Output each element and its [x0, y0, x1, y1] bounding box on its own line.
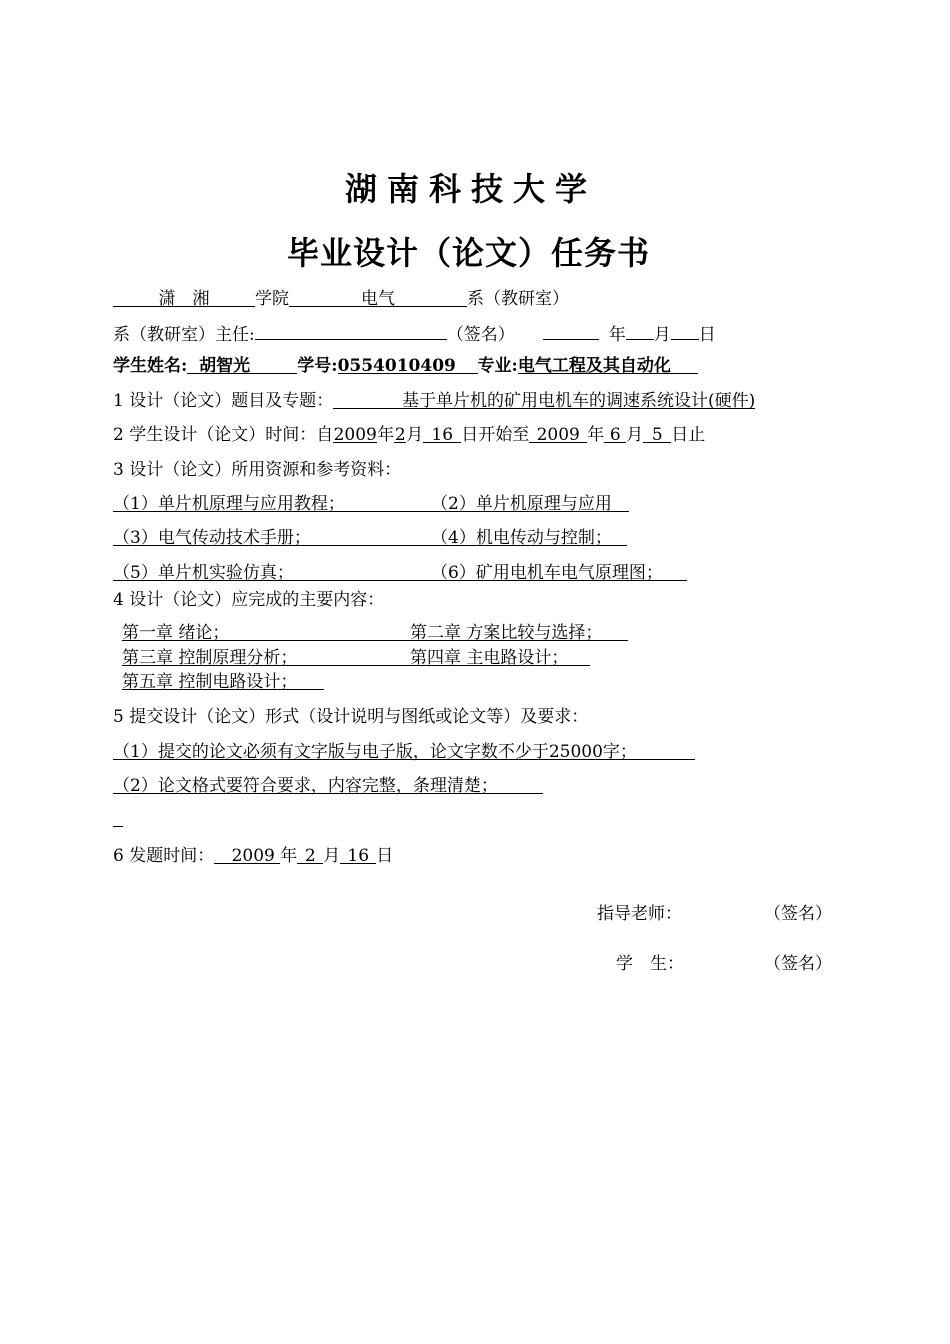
chapter-row-1	[122, 622, 628, 644]
chapter-5-text: 第五章 控制电路设计；	[122, 672, 298, 692]
ref-2-text: （2）单片机原理与应用	[431, 494, 612, 514]
ref-6-text: （6）矿用电机车电气原理图；	[431, 563, 663, 583]
end-day	[643, 424, 671, 443]
end-month-unit: 月	[626, 425, 644, 445]
chapter-4	[410, 647, 590, 666]
end-year	[529, 424, 587, 443]
issue-day-unit: 日	[376, 846, 394, 866]
start-month-unit: 月	[406, 425, 424, 445]
ref-4	[431, 527, 627, 546]
item5-label: 5 提交设计（论文）形式（设计说明与图纸或论文等）及要求：	[113, 707, 589, 727]
chapter-row-3	[122, 671, 324, 693]
issue-month-value: 2	[304, 846, 316, 866]
chapter-4-text: 第四章 主电路设计；	[410, 648, 569, 668]
advisor-sign-hint: （签名）	[764, 904, 832, 924]
issue-day	[340, 845, 376, 864]
student-name-field	[187, 355, 297, 374]
major-value: 电气工程及其自动化	[517, 356, 671, 376]
item1-line	[113, 390, 755, 412]
start-month-value: 2	[394, 425, 406, 445]
ref-row-1	[113, 493, 629, 515]
student-name-value: 胡智光	[199, 356, 251, 376]
dept-line	[113, 288, 569, 310]
issue-year	[214, 845, 280, 864]
ref-1-text: （1）单片机原理与应用教程；	[113, 494, 345, 514]
start-year	[333, 424, 377, 443]
req-1-text: （1）提交的论文必须有文字版与电子版，论文字数不少于25000字；	[113, 742, 637, 762]
start-day-value: 16	[431, 425, 454, 445]
ref-3-text: （3）电气传动技术手册；	[113, 528, 311, 548]
chapter-2	[410, 622, 628, 641]
req-2	[113, 775, 543, 794]
director-year-field[interactable]	[543, 321, 599, 340]
student-name-label: 学生姓名:	[113, 356, 188, 376]
director-year-label: 年	[608, 325, 626, 345]
item2-line	[113, 424, 705, 446]
major-field	[518, 355, 698, 374]
chapter-5	[122, 671, 324, 690]
director-month-label: 月	[653, 325, 671, 345]
empty-underline	[113, 826, 123, 827]
issue-month	[297, 845, 323, 864]
department-suffix: 系（教研室）	[467, 289, 569, 309]
start-day-unit: 日开始至	[461, 425, 530, 445]
director-month-field[interactable]	[626, 321, 654, 340]
ref-2	[431, 493, 629, 512]
student-id-label: 学号:	[297, 356, 338, 376]
department-value: 电气	[361, 289, 395, 309]
end-day-unit: 日止	[671, 425, 706, 445]
ref-5	[113, 562, 431, 581]
item4-label: 4 设计（论文）应完成的主要内容：	[113, 590, 385, 610]
director-line	[113, 321, 716, 346]
item1-label: 1 设计（论文）题目及专题：	[113, 391, 334, 411]
director-sign-hint: （签名）	[446, 325, 515, 345]
ref-5-text: （5）单片机实验仿真；	[113, 563, 294, 583]
chapter-row-2	[122, 647, 590, 669]
topic-value: 基于单片机的矿用电机车的调速系统设计(硬件)	[401, 391, 756, 411]
major-label: 专业:	[477, 356, 518, 376]
issue-month-unit: 月	[323, 846, 341, 866]
ref-row-2	[113, 527, 627, 549]
advisor-label: 指导老师：	[597, 904, 682, 924]
chapter-1-text: 第一章 绪论；	[122, 623, 230, 643]
item3-label: 3 设计（论文）所用资源和参考资料：	[113, 460, 402, 480]
chapter-1	[122, 622, 410, 641]
start-year-unit: 年	[377, 425, 395, 445]
item6-label: 6 发题时间：	[113, 846, 215, 866]
student-sign-hint: （签名）	[764, 954, 832, 974]
req-row-1	[113, 741, 695, 763]
student-id-value: 0554010409	[337, 356, 456, 376]
student-id-field	[338, 355, 478, 374]
director-label: 系（教研室）主任:	[113, 325, 255, 345]
ref-3	[113, 527, 431, 546]
end-year-unit: 年	[587, 425, 605, 445]
end-day-value: 5	[651, 425, 663, 445]
issue-day-value: 16	[347, 846, 370, 866]
req-2-text: （2）论文格式要符合要求，内容完整，条理清楚；	[113, 776, 498, 796]
start-day	[423, 424, 461, 443]
issue-year-unit: 年	[280, 846, 298, 866]
ref-row-3	[113, 562, 687, 584]
ref-6	[431, 562, 687, 581]
college-field	[113, 288, 255, 307]
college-suffix: 学院	[255, 289, 289, 309]
chapter-3-text: 第三章 控制原理分析；	[122, 648, 298, 668]
student-sign-label: 学 生：	[616, 954, 684, 974]
item6-line	[113, 845, 393, 867]
end-month	[604, 424, 626, 443]
start-month	[394, 424, 406, 443]
req-row-2	[113, 775, 543, 797]
director-sign-field[interactable]	[255, 321, 447, 340]
ref-1	[113, 493, 431, 512]
end-month-value: 6	[609, 425, 621, 445]
department-field	[289, 288, 467, 307]
req-1	[113, 741, 695, 760]
end-year-value: 2009	[536, 425, 580, 445]
document-title: 毕业设计（论文）任务书	[287, 234, 651, 272]
issue-year-value: 2009	[231, 846, 275, 866]
director-day-label: 日	[698, 325, 716, 345]
topic-field	[333, 390, 755, 409]
start-year-value: 2009	[333, 425, 377, 445]
college-value: 潇 湘	[158, 289, 210, 309]
director-day-field[interactable]	[671, 321, 699, 340]
chapter-2-text: 第二章 方案比较与选择；	[410, 623, 603, 643]
ref-4-text: （4）机电传动与控制；	[431, 528, 612, 548]
item2-label: 2 学生设计（论文）时间：自	[113, 425, 334, 445]
student-line	[113, 355, 698, 377]
university-title: 湖南科技大学	[345, 170, 598, 208]
chapter-3	[122, 647, 410, 666]
